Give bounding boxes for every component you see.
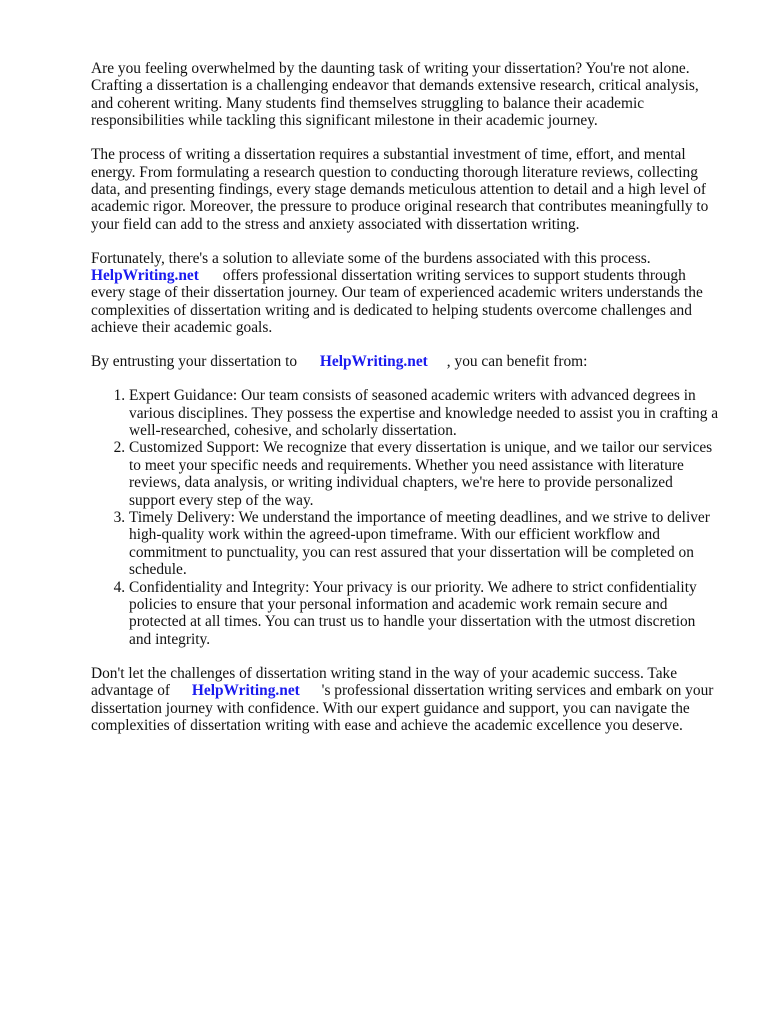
benefit-item-expert-guidance: 1. Expert Guidance: Our team consists of seasoned academic writers with advanced degrees in various disciplines. They possess the expertise and knowledge needed to assist you in crafting a well-researched, cohesive, and scholarly dissertation. (129, 387, 721, 439)
benefit-intro-text-before: By entrusting your dissertation to (91, 353, 298, 371)
helpwriting-link-3[interactable]: HelpWriting.net (191, 682, 300, 700)
benefit-intro-paragraph (91, 353, 721, 370)
closing-text-after: 's professional dissertation writing services and embark on your dissertation journey with confidence. With our expert guidance and support, you can navigate the complexities of dissertation writing with ease and achieve the academic excellence you deserve. (91, 682, 714, 734)
solution-paragraph-text-after: offers professional dissertation writing services to support students through every stage of their dissertation journey. Our team of experienced academic writers understands the complexities of dissertation writing and is dedicated to helping students overcome challenges and achieve their academic goals. (91, 267, 703, 337)
benefits-list (91, 387, 721, 648)
benefit-intro-text-after: , you can benefit from: (446, 353, 588, 371)
solution-paragraph (91, 250, 721, 337)
intro-paragraph (91, 60, 721, 130)
process-paragraph-text: The process of writing a dissertation requires a substantial investment of time, effort, and mental energy. From formulating a research question to conducting thorough literature reviews, collecting data, and presenting findings, every stage demands meticulous attention to detail and a high level of academic rigor. Moreover, the pressure to produce original research that contributes meaningfully to your field can add to the stress and anxiety associated with dissertation writing. (91, 146, 709, 233)
process-paragraph (91, 146, 721, 233)
intro-paragraph-text: Are you feeling overwhelmed by the daunting task of writing your dissertation? You're not alone. Crafting a dissertation is a challenging endeavor that demands extensive research, critical analysis, and coherent writing. Many students find themselves struggling to balance their academic responsibilities while tackling this significant milestone in their academic journey. (91, 60, 699, 130)
benefit-item-timely-delivery: 3. Timely Delivery: We understand the importance of meeting deadlines, and we strive to deliver high-quality work within the agreed-upon timeframe. With our efficient workflow and commitment to punctuality, you can rest assured that your dissertation will be completed on schedule. (129, 509, 721, 579)
document-body (91, 60, 721, 751)
helpwriting-link-2[interactable]: HelpWriting.net (319, 353, 428, 371)
benefit-item-confidentiality: 4. Confidentiality and Integrity: Your privacy is our priority. We adhere to strict confidentiality policies to ensure that your personal information and academic work remain secure and protected at all times. You can trust us to handle your dissertation with the utmost discretion and integrity. (129, 579, 721, 649)
closing-paragraph (91, 665, 721, 735)
helpwriting-link-1[interactable]: HelpWriting.net (91, 267, 199, 285)
closing-text-before: Don't let the challenges of dissertation writing stand in the way of your academic success. Take advantage of (91, 664, 678, 700)
benefit-item-customized-support: 2. Customized Support: We recognize that every dissertation is unique, and we tailor our services to meet your specific needs and requirements. Whether you need assistance with literature reviews, data analysis, or writing individual chapters, we're here to provide personalized support every step of the way. (129, 439, 721, 509)
solution-paragraph-text-before: Fortunately, there's a solution to alleviate some of the burdens associated with this process. (91, 249, 651, 267)
